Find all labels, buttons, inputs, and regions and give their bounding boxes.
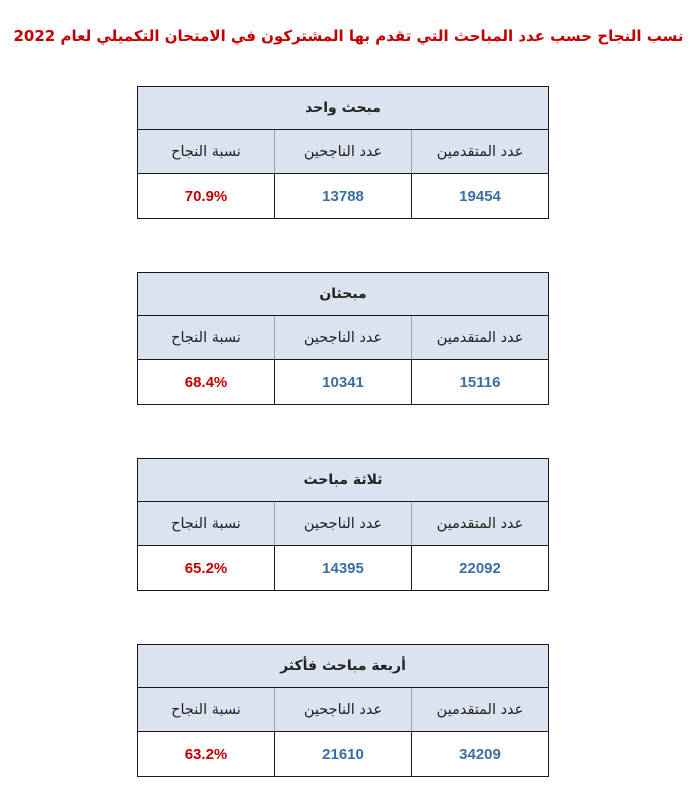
category-label: أربعة مباحث فأكثر	[138, 645, 549, 688]
applicants-value: 34209	[412, 732, 549, 777]
results-table-four-plus-subjects	[137, 644, 549, 777]
applicants-value: 15116	[412, 360, 549, 405]
column-header-pass-rate: نسبة النجاح	[138, 316, 275, 360]
table-row	[138, 546, 549, 591]
column-header-applicants: عدد المتقدمين	[412, 688, 549, 732]
category-label: مبحثان	[138, 273, 549, 316]
column-header-passed: عدد الناجحين	[275, 688, 412, 732]
table-header-row	[138, 130, 549, 174]
column-header-passed: عدد الناجحين	[275, 316, 412, 360]
pass-rate-value: 70.9%	[138, 174, 275, 219]
column-header-pass-rate: نسبة النجاح	[138, 502, 275, 546]
table-row	[138, 174, 549, 219]
table-title-row	[138, 87, 549, 130]
table-row	[138, 360, 549, 405]
table-header-row	[138, 502, 549, 546]
column-header-applicants: عدد المتقدمين	[412, 316, 549, 360]
table-title-row	[138, 273, 549, 316]
column-header-passed: عدد الناجحين	[275, 130, 412, 174]
results-table-three-subjects	[137, 458, 549, 591]
column-header-pass-rate: نسبة النجاح	[138, 688, 275, 732]
table-row	[138, 732, 549, 777]
applicants-value: 19454	[412, 174, 549, 219]
category-label: مبحث واحد	[138, 87, 549, 130]
applicants-value: 22092	[412, 546, 549, 591]
column-header-applicants: عدد المتقدمين	[412, 130, 549, 174]
table-header-row	[138, 688, 549, 732]
page-title: نسب النجاح حسب عدد المباحث التي تقدم بها المشتركون في الامتحان التكميلي لعام 2022	[13, 27, 684, 45]
table-header-row	[138, 316, 549, 360]
table-title-row	[138, 459, 549, 502]
pass-rate-value: 63.2%	[138, 732, 275, 777]
passed-value: 14395	[275, 546, 412, 591]
column-header-applicants: عدد المتقدمين	[412, 502, 549, 546]
results-table-one-subject	[137, 86, 549, 219]
passed-value: 13788	[275, 174, 412, 219]
passed-value: 10341	[275, 360, 412, 405]
passed-value: 21610	[275, 732, 412, 777]
table-title-row	[138, 645, 549, 688]
pass-rate-value: 65.2%	[138, 546, 275, 591]
pass-rate-value: 68.4%	[138, 360, 275, 405]
column-header-pass-rate: نسبة النجاح	[138, 130, 275, 174]
category-label: ثلاثة مباحث	[138, 459, 549, 502]
column-header-passed: عدد الناجحين	[275, 502, 412, 546]
results-table-two-subjects	[137, 272, 549, 405]
